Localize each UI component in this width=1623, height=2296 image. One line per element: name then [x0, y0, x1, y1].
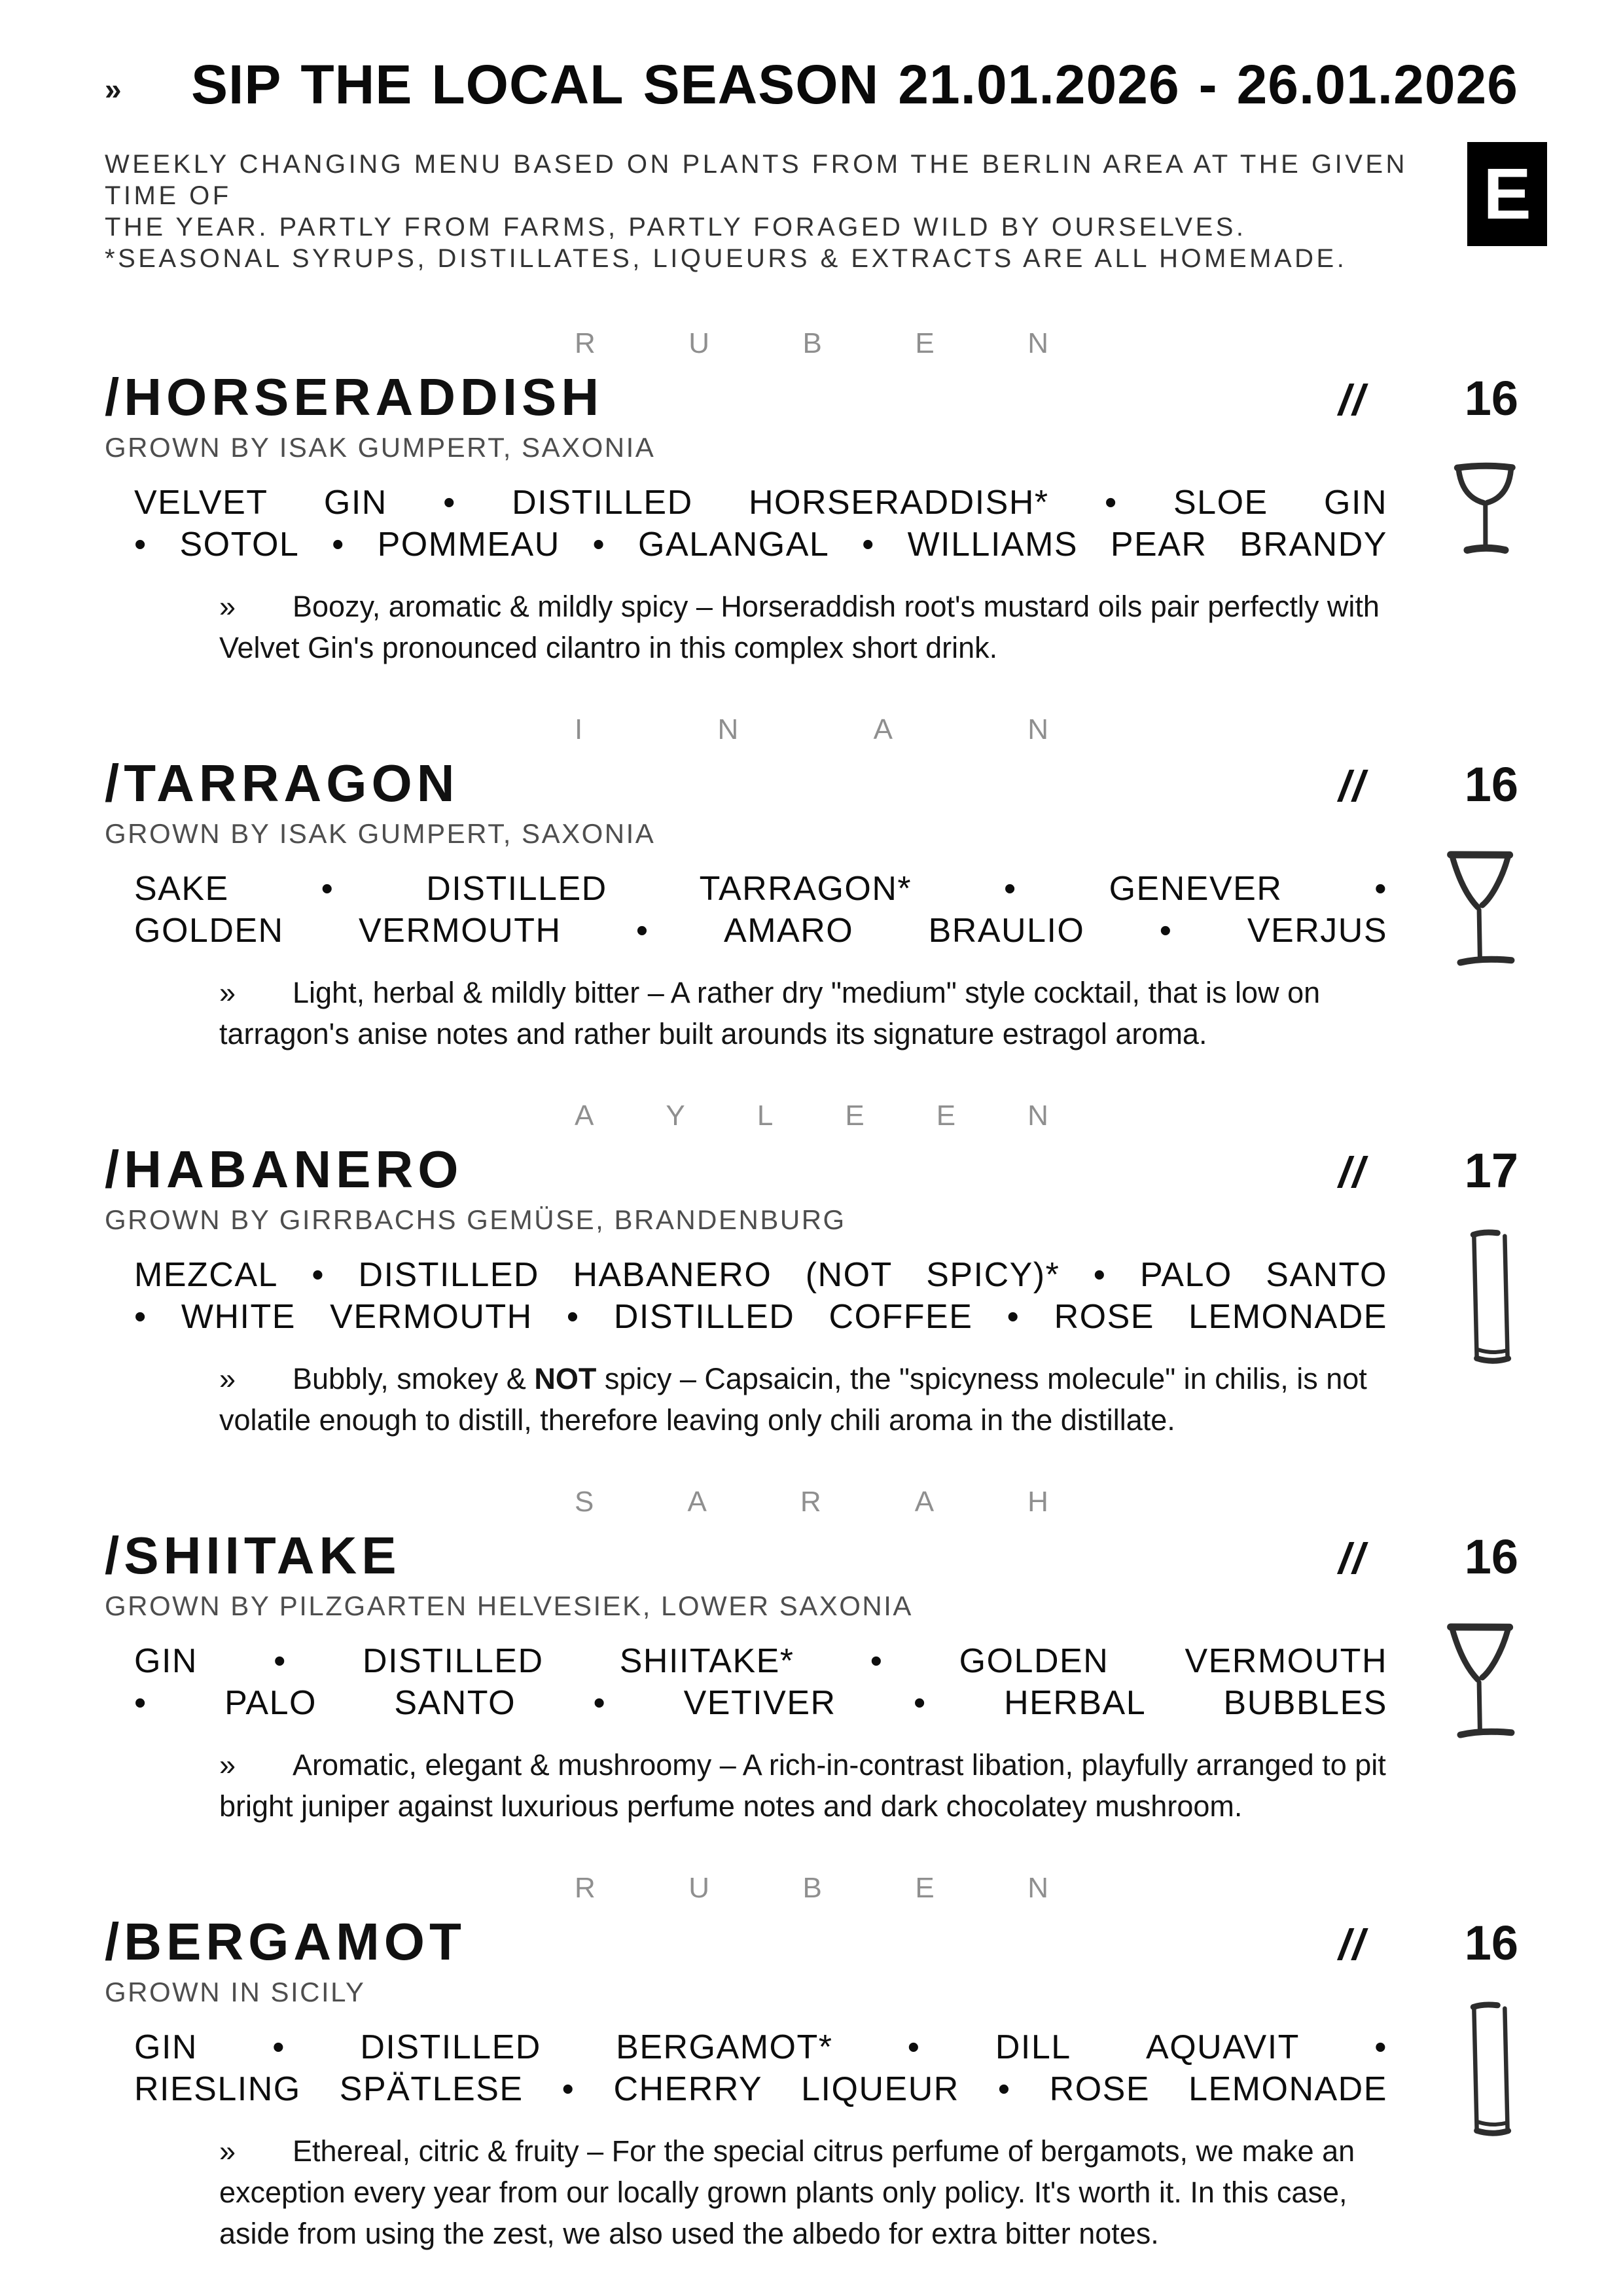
price: 16: [1464, 371, 1518, 426]
edition-badge: [1467, 142, 1547, 246]
price: 16: [1464, 757, 1518, 812]
creator-name: R U B E N: [575, 1871, 1048, 1904]
title-row: [105, 1526, 1518, 1585]
ingredients-line: GOLDEN VERMOUTH • AMARO BRAULIO • VERJUS: [134, 912, 1387, 950]
price-separator: //: [1338, 1534, 1366, 1583]
creator-name: I N A N: [575, 713, 1048, 746]
cocktail-list: [105, 329, 1518, 2254]
cocktail-name: /HORSERADDISH: [105, 368, 604, 427]
title-row: [105, 1140, 1518, 1198]
edition-letter: E: [1483, 154, 1531, 234]
menu-item-bergamot: [105, 1871, 1518, 2254]
description-marker: »: [219, 2134, 236, 2168]
price: 17: [1464, 1143, 1518, 1198]
title-row: [105, 754, 1518, 813]
ingredients-line: RIESLING SPÄTLESE • CHERRY LIQUEUR • ROSE LEMONADE: [134, 2070, 1387, 2108]
ingredients-line: SAKE • DISTILLED TARRAGON* • GENEVER •: [134, 870, 1387, 908]
price-separator: //: [1338, 1148, 1366, 1196]
cocktail-name: /SHIITAKE: [105, 1526, 401, 1585]
price-separator: //: [1338, 762, 1366, 811]
highball-glass-icon: [1470, 1229, 1512, 1367]
menu-intro: [105, 149, 1453, 274]
price-separator: //: [1338, 376, 1366, 425]
cocktail-name: /BERGAMOT: [105, 1912, 466, 1971]
description-text-bold: NOT: [534, 1361, 597, 1395]
ingredients-line: MEZCAL • DISTILLED HABANERO (NOT SPICY)* • PALO SANTO: [134, 1256, 1387, 1294]
origin-label: GROWN BY GIRRBACHS GEMÜSE, BRANDENBURG: [105, 1204, 846, 1235]
ingredients-line: • SOTOL • POMMEAU • GALANGAL • WILLIAMS PEAR BRANDY: [134, 526, 1387, 564]
highball-glass-icon: [1470, 2001, 1512, 2140]
ingredients: [134, 2027, 1387, 2111]
price: 16: [1464, 1529, 1518, 1584]
title-row: [105, 1912, 1518, 1971]
menu-item-horseraddish: [105, 329, 1518, 668]
description-text: Bubbly, smokey &: [293, 1361, 535, 1395]
menu-intro-line: WEEKLY CHANGING MENU BASED ON PLANTS FROM THE BERLIN AREA AT THE GIVEN TIME OF: [105, 150, 1408, 211]
coupe-glass-icon: [1453, 460, 1518, 566]
ingredients-line: • WHITE VERMOUTH • DISTILLED COFFEE • ROSE LEMONADE: [134, 1297, 1387, 1336]
ingredients-line: VELVET GIN • DISTILLED HORSERADDISH* • SLOE GIN: [134, 484, 1387, 522]
menu-intro-line: *SEASONAL SYRUPS, DISTILLATES, LIQUEURS & EXTRACTS ARE ALL HOMEMADE.: [105, 244, 1347, 274]
origin-label: GROWN IN SICILY: [105, 1976, 366, 2007]
description-text: spicy – Capsaicin, the "spicyness molecule" in chilis, is not volatile enough to distill, therefore leaving only chili aroma in the distillate.: [219, 1361, 1367, 1437]
ingredients: [134, 1641, 1387, 1725]
origin-label: GROWN BY ISAK GUMPERT, SAXONIA: [105, 432, 656, 463]
price-separator: //: [1338, 1920, 1366, 1969]
description: [219, 1358, 1387, 1441]
title-row: [105, 368, 1518, 427]
ingredients: [134, 482, 1387, 566]
description: [219, 586, 1387, 668]
description-marker: »: [219, 590, 236, 624]
description-marker: »: [219, 1748, 236, 1782]
ingredients-line: GIN • DISTILLED SHIITAKE* • GOLDEN VERMOUTH: [134, 1641, 1387, 1680]
menu-item-shiitake: [105, 1485, 1518, 1827]
cocktail-name: /HABANERO: [105, 1140, 463, 1198]
origin-label: GROWN BY PILZGARTEN HELVESIEK, LOWER SAXONIA: [105, 1590, 913, 1621]
menu-item-tarragon: [105, 715, 1518, 1054]
creator-name: A Y L E E N: [575, 1100, 1048, 1132]
header-arrow-marker: »: [105, 72, 122, 106]
ingredients: [134, 869, 1387, 952]
description: [219, 2130, 1387, 2254]
martini-glass-icon: [1445, 1619, 1518, 1738]
description-text: Aromatic, elegant & mushroomy – A rich-in-contrast libation, playfully arranged to pit bright juniper against luxurious perfume notes and dark chocolatey mushroom.: [219, 1748, 1386, 1823]
description-marker: »: [219, 1361, 236, 1395]
menu-header: [105, 56, 1518, 113]
cocktail-name: /TARRAGON: [105, 754, 459, 813]
origin-label: GROWN BY ISAK GUMPERT, SAXONIA: [105, 818, 656, 850]
description-text: Ethereal, citric & fruity – For the special citrus perfume of bergamots, we make an exception every year from our locally grown plants only policy. It's worth it. In this case, aside from using the zest, we also used the albedo for extra bitter notes.: [219, 2134, 1355, 2250]
description: [219, 1744, 1387, 1827]
description-marker: »: [219, 976, 236, 1009]
ingredients-line: • PALO SANTO • VETIVER • HERBAL BUBBLES: [134, 1683, 1387, 1722]
description-text: Boozy, aromatic & mildly spicy – Horseraddish root's mustard oils pair perfectly with Velvet Gin's pronounced cilantro in this complex short drink.: [219, 590, 1380, 665]
menu-item-habanero: [105, 1102, 1518, 1441]
description: [219, 972, 1387, 1054]
description-text: Light, herbal & mildly bitter – A rather dry "medium" style cocktail, that is low on tarragon's anise notes and rather built arounds its signature estragol aroma.: [219, 976, 1321, 1050]
price: 16: [1464, 1915, 1518, 1970]
creator-name: R U B E N: [575, 327, 1048, 360]
menu-intro-line: THE YEAR. PARTLY FROM FARMS, PARTLY FORAGED WILD BY OURSELVES.: [105, 213, 1247, 242]
creator-name: S A R A H: [575, 1485, 1048, 1518]
ingredients-line: GIN • DISTILLED BERGAMOT* • DILL AQUAVIT •: [134, 2028, 1387, 2066]
ingredients: [134, 1255, 1387, 1338]
page-title: SIP THE LOCAL SEASON 21.01.2026 - 26.01.2026: [191, 54, 1518, 115]
martini-glass-icon: [1445, 846, 1518, 965]
